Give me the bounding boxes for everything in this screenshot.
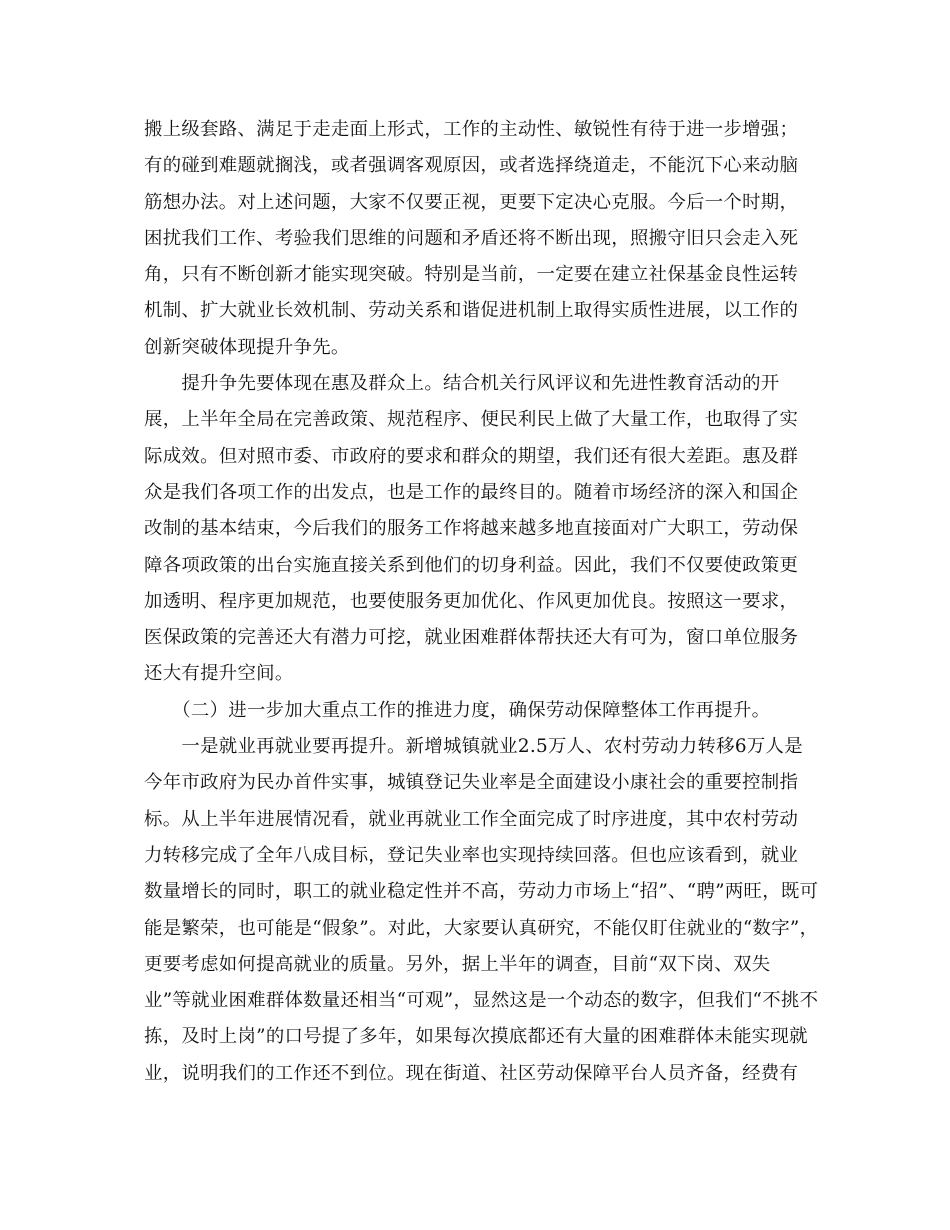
text-line: 今年市政府为民办首件实事，城镇登记失业率是全面建设小康社会的重要控制指 [144, 772, 799, 794]
text-line: 众是我们各项工作的出发点，也是工作的最终目的。随着市场经济的深入和国企 [144, 481, 799, 503]
text-line: 业，说明我们的工作还不到位。现在街道、社区劳动保障平台人员齐备，经费有 [144, 1062, 799, 1084]
text-line: 拣，及时上岗”的口号提了多年，如果每次摸底都还有大量的困难群体未能实现就 [144, 1026, 808, 1048]
text-line: 创新突破体现提升争先。 [144, 336, 350, 358]
text-line: 展，上半年全局在完善政策、规范程序、便民利民上做了大量工作，也取得了实 [144, 409, 799, 431]
text-line: 能是繁荣，也可能是“假象”。对此，大家要认真研究，不能仅盯住就业的“数字”， [144, 917, 819, 939]
text-line: 改制的基本结束，今后我们的服务工作将越来越多地直接面对广大职工，劳动保 [144, 518, 799, 540]
text-line: 一是就业再就业要再提升。新增城镇就业2.5万人、农村劳动力转移6万人是 [144, 736, 803, 758]
text-line: 提升争先要体现在惠及群众上。结合机关行风评议和先进性教育活动的开 [144, 373, 780, 395]
text-line: 障各项政策的出台实施直接关系到他们的切身利益。因此，我们不仅要使政策更 [144, 554, 799, 576]
text-line: 还大有提升空间。 [144, 663, 294, 685]
text-line: 际成效。但对照市委、市政府的要求和群众的期望，我们还有很大差距。惠及群 [144, 445, 799, 467]
text-line: 搬上级套路、满足于走走面上形式，工作的主动性、敏锐性有待于进一步增强； [144, 119, 799, 140]
text-line: 有的碰到难题就搁浅，或者强调客观原因，或者选择绕道走，不能沉下心来动脑 [144, 155, 799, 177]
text-line: 更要考虑如何提高就业的质量。另外，据上半年的调查，目前“双下岗、双失 [144, 953, 771, 975]
text-line: 业”等就业困难群体数量还相当“可观”，显然这是一个动态的数字，但我们“不挑不 [144, 990, 819, 1012]
text-line: 数量增长的同时，职工的就业稳定性并不高，劳动力市场上“招”、“聘”两旺，既可 [144, 881, 819, 903]
text-line: 力转移完成了全年八成目标，登记失业率也实现持续回落。但也应该看到，就业 [144, 844, 799, 866]
text-line: 角，只有不断创新才能实现突破。特别是当前，一定要在建立社保基金良性运转 [144, 264, 799, 286]
text-line: 医保政策的完善还大有潜力可挖，就业困难群体帮扶还大有可为，窗口单位服务 [144, 627, 799, 649]
text-line: 机制、扩大就业长效机制、劳动关系和谐促进机制上取得实质性进展，以工作的 [144, 300, 799, 322]
text-line: 加透明、程序更加规范，也要使服务更加优化、作风更加优良。按照这一要求， [144, 590, 799, 612]
text-line: 筋想办法。对上述问题，大家不仅要正视，更要下定决心克服。今后一个时期， [144, 191, 799, 213]
section-heading: （二）进一步加大重点工作的推进力度，确保劳动保障整体工作再提升。 [144, 699, 771, 721]
text-line: 标。从上半年进展情况看，就业再就业工作全面完成了时序进度，其中农村劳动 [144, 808, 799, 830]
body-text [144, 112, 819, 1092]
text-line: 困扰我们工作、考验我们思维的问题和矛盾还将不断出现，照搬守旧只会走入死 [144, 227, 799, 249]
